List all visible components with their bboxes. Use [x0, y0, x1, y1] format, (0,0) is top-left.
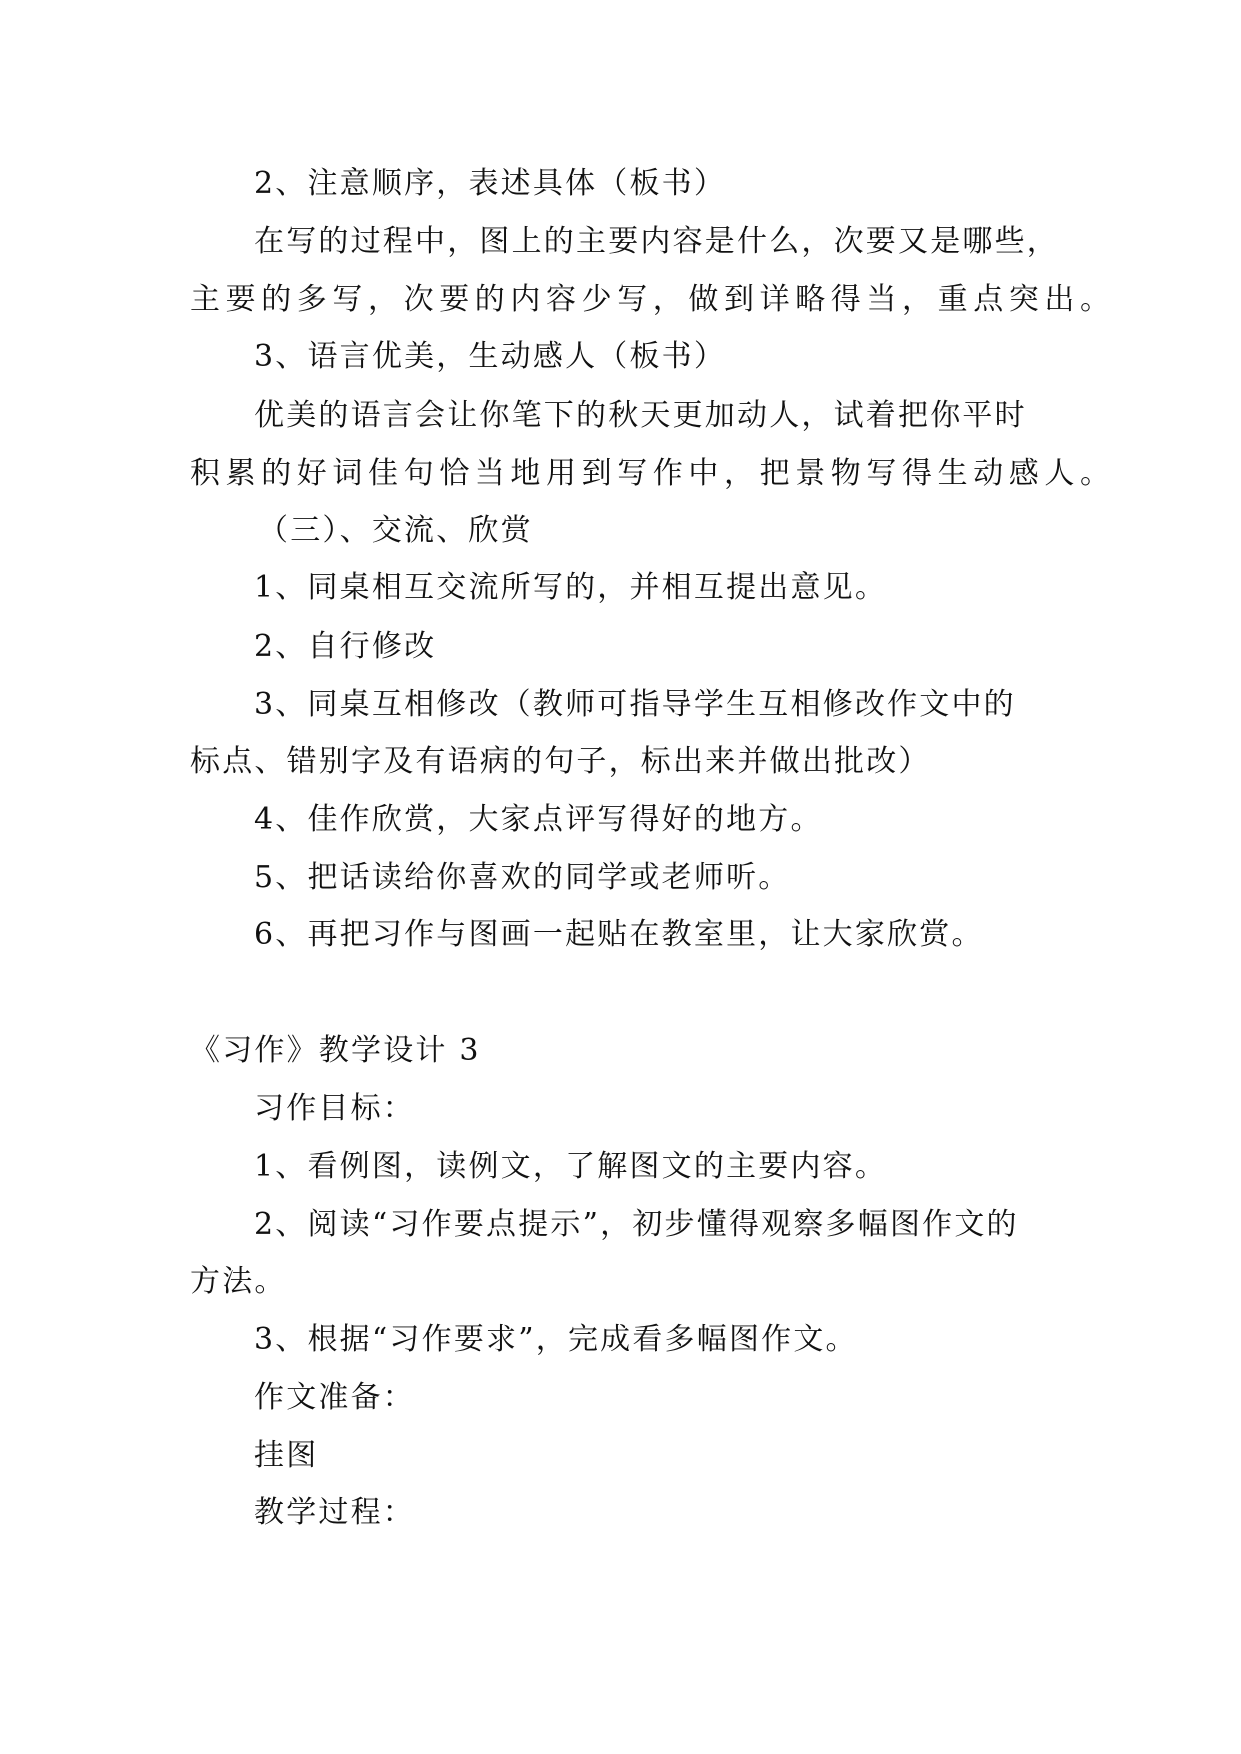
paragraph-line: 2、阅读“习作要点提示”，初步懂得观察多幅图作文的 [254, 1207, 1019, 1242]
paragraph-line: 积累的好词佳句恰当地用到写作中，把景物写得生动感人。 [190, 456, 1116, 491]
section-heading: 教学过程： [254, 1495, 415, 1530]
paragraph-line: 3、语言优美，生动感人（板书） [254, 339, 727, 374]
section-heading: （三）、交流、欣赏 [258, 513, 533, 548]
paragraph-line: 优美的语言会让你笔下的秋天更加动人，试着把你平时 [254, 398, 1027, 433]
section-heading: 作文准备： [254, 1380, 415, 1415]
paragraph-line: 标点、错别字及有语病的句子，标出来并做出批改） [190, 744, 931, 779]
paragraph-line: 2、自行修改 [254, 629, 437, 664]
paragraph-line: 2、注意顺序，表述具体（板书） [254, 166, 727, 201]
paragraph-line: 3、根据“习作要求”，完成看多幅图作文。 [254, 1322, 858, 1357]
paragraph-line: 4、佳作欣赏，大家点评写得好的地方。 [254, 802, 823, 837]
paragraph-line: 3、同桌互相修改（教师可指导学生互相修改作文中的 [254, 687, 1016, 722]
paragraph-line: 1、同桌相互交流所写的，并相互提出意见。 [254, 570, 888, 605]
paragraph-line: 在写的过程中，图上的主要内容是什么，次要又是哪些， [254, 224, 1059, 259]
paragraph-line: 6、再把习作与图画一起贴在教室里，让大家欣赏。 [254, 917, 984, 952]
section-heading: 习作目标： [254, 1091, 415, 1126]
paragraph-line: 挂图 [254, 1438, 319, 1473]
paragraph-line: 5、把话读给你喜欢的同学或老师听。 [254, 860, 791, 895]
document-title: 《习作》教学设计 3 [190, 1033, 481, 1068]
paragraph-line: 1、看例图，读例文，了解图文的主要内容。 [254, 1149, 888, 1184]
paragraph-line: 方法。 [190, 1264, 287, 1299]
paragraph-line: 主要的多写，次要的内容少写，做到详略得当，重点突出。 [190, 282, 1116, 317]
